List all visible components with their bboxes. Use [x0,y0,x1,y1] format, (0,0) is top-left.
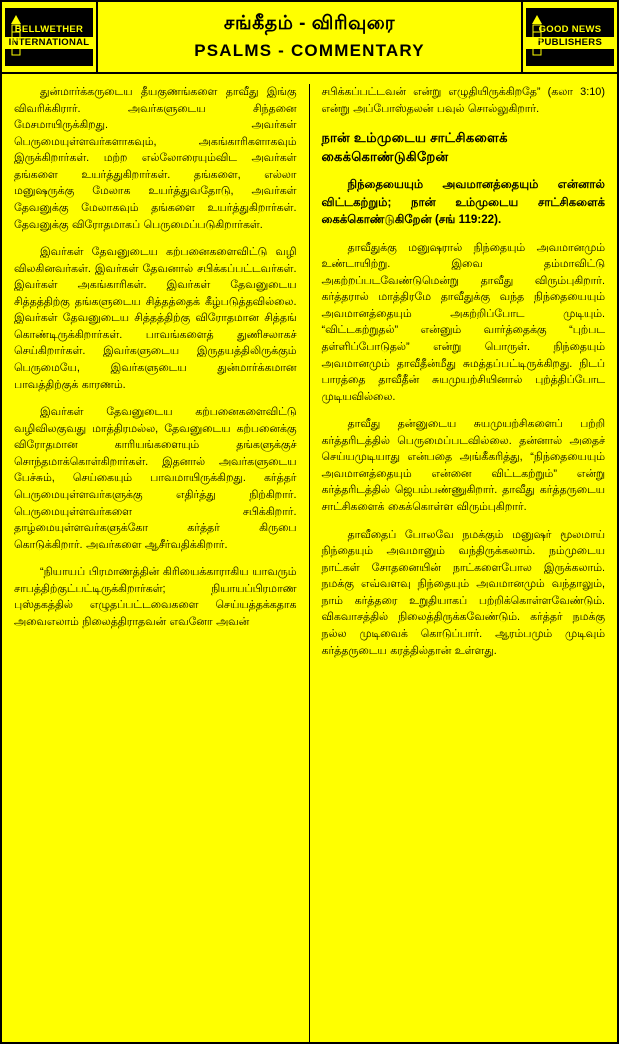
scripture-verse: நிந்தையையும் அவமானத்தையும் என்னால் விட்டகற்றும்; நான் உம்முடைய சாட்சிகளைக் கைக்கொண்டுகிறேன் (சங் 119:22). [321,178,605,227]
goodnews-logo-line1: GOOD NEWS [526,24,614,36]
commentary-body [2,74,617,1042]
paragraph: தாவீதுக்கு மனுஷரால் நிந்தையும் அவமானமும் உண்டாயிற்று. இவை தம்மாவிட்டு அகற்றப்படவேண்டுமென்று தாவீது விரும்புகிறார். கர்த்தரால் மாத்திரமே தாவீதுக்கு வந்த நிந்தையையும் அவமானத்தையும் அகற்றிப்போட முடியும். “விட்டகற்றுதல்” என்னும் வார்த்தைக்கு “புற்பட தள்ளிப்போடுதல்” என்று பொருள். நிந்தையும் அவமானமும் தாவீதீன்மீது சுமத்தப்பட்டிருக்கிறது. நிடப் பாரத்தை தாவீதீன் சுயமுயற்சியினால் புற்த்திப்போட முடியவில்லை. [321,241,605,403]
paragraph: இவர்கள் தேவனுடைய கற்பனைகளைவிட்டு வழிவிலகுவது மாத்திரமல்ல, தேவனுடைய கற்பனைக்கு விரோதமான காரியங்களையும் தங்களுக்குச் சொந்தமாக்கொள்கிறார்கள். இதனால் அவர்களுடைய பேச்சும், செய்கையும் பாவமாயிருக்கிறது. கர்த்தர் பெருமையுள்ளவர்களுக்கு எதிர்த்து நிற்கிறார். பெருமையுள்ளவர்களை சபிக்கிறார். தாழ்மையுள்ளவர்களுக்கோ கர்த்தர் கிருபை கொடுக்கிறார். அவர்களை ஆசீர்வதிக்கிறார். [14,406,297,551]
logo-inner-left [5,8,93,66]
good-news-publishers-logo [521,2,617,72]
bellwether-international-logo [2,2,98,72]
paragraph-quote: “நியாயப் பிரமாணத்தின் கிரியைக்காராகிய யாவரும் சாபத்திற்குட்பட்டிருக்கிறார்கள்; நியாயப்பிரமாண புஸ்தகத்தில் எழுதப்பட்டவைகளை செய்யத்தக்கதாக அவைஎலாம் நிலைத்திராதவன் எவனோ அவன் [14,566,297,628]
tower-emblem-icon [8,14,24,58]
paragraph: தாவீதைப் போலவே நமக்கும் மனுஷர் மூலமாய் நிந்தையும் அவமானும் வந்திருக்கலாம். நம்முடைய நாட்கள் சோதனையின் நாட்களைபோல இருக்கலாம். நமக்கு எவ்வளவு நிந்தையும் அவமானமும் வந்தாலும், நாம் கர்த்தரை உறுதியாகப் பற்றிக்கொள்ளவேண்டும். விகவாசத்தில் நிலைத்திருக்கவேண்டும். கர்த்தர் நமக்கு நல்ல முடிவைக் கொடுப்பார். ஆரம்பமும் முடிவும் கர்த்தருடைய கரத்தில்தான் உள்ளது. [321,528,605,657]
goodnews-logo-line2: PUBLISHERS [526,36,614,50]
paragraph-continuation: சபிக்கப்பட்டவன் என்று எழுதியிருக்கிறதே” (கலா 3:10) என்று அப்போஸ்தலன் பவுல் சொல்லுகிறார். [321,86,605,115]
title-tamil: சங்கீதம் - விரிவுரை [223,13,396,34]
paragraph: தாவீது தன்னுடைய சுயமுயற்சிகளைப் பற்றி கர்த்தரிடத்தில் பெருமைப்படவில்லை. தன்னால் அதைச் செய்யமுடியாது என்பதை அங்கீகரித்து, “நிந்தையையும் அவமானத்தையும் என்னை விட்டகற்றும்” என்று கர்த்தரிடத்தில் ஜெபம்பண்ணுகிறார். தாவீது கர்த்தருடைய சாட்சிகளைக் கைக்கொள்ள விரும்புகிறார். [321,418,605,514]
right-column [310,84,618,1042]
page-header [2,2,617,74]
tower-emblem-icon [529,14,545,58]
paragraph: துன்மார்க்கருடைய தீயகுணங்களை தாவீது இங்கு விவரிக்கிரார். அவர்களுடைய சிந்தனை மேசமாயிருக்கிறது. அவர்கள் பெருமையுள்ளவர்களாகவும், அகங்காரிகளாகவும் இருக்கிறார்கள். மற்ற எல்லோரையும்விட அவர்கள் தங்களை உயர்த்துகிறார்கள். தங்களை, எல்லா மனுஷருக்கு மேலாக உயர்த்துவதோடு, அவர்கள் தேவனுக்கு மேலாகவும் தங்களை உயர்த்துகிறார்கள். தேவனுக்கு விரோதமாகப் பெருமைப்படுகிறார்கள். [14,86,297,231]
page-title [98,2,521,72]
title-english: PSALMS - COMMENTARY [194,41,425,60]
left-column [2,84,310,1042]
bellwether-logo-line2: INTERNATIONAL [5,36,93,50]
section-heading: நான் உம்முடைய சாட்சிகளைக் கைக்கொண்டுகிறேன் [321,130,508,165]
paragraph: இவர்கள் தேவனுடைய கற்பனைகளைவிட்டு வழி விலகினவர்கள். இவர்கள் தேவனால் சபிக்கப்பட்டவர்கள். இவர்கள் அகங்காரிகள். இவர்கள் தேவனுடைய சித்தத்திற்கு தங்களுடைய சித்தத்தைக் கீழ்படுத்தவில்லை. இவர்கள் தேவனுடைய சித்தத்திற்கு விரோதமான சித்தங் கொண்டிருக்கிறார்கள். பாவங்களைத் துணிசலாகச் செய்கிறார்கள். இவர்களுடைய இருதயத்திலிருக்கும் பெருமையே, இவர்களுடைய துன்மார்க்கமான பாவத்திற்குக் காரணம். [14,246,297,391]
bellwether-logo-line1: BELLWETHER [5,24,93,36]
logo-inner-right [526,8,614,66]
